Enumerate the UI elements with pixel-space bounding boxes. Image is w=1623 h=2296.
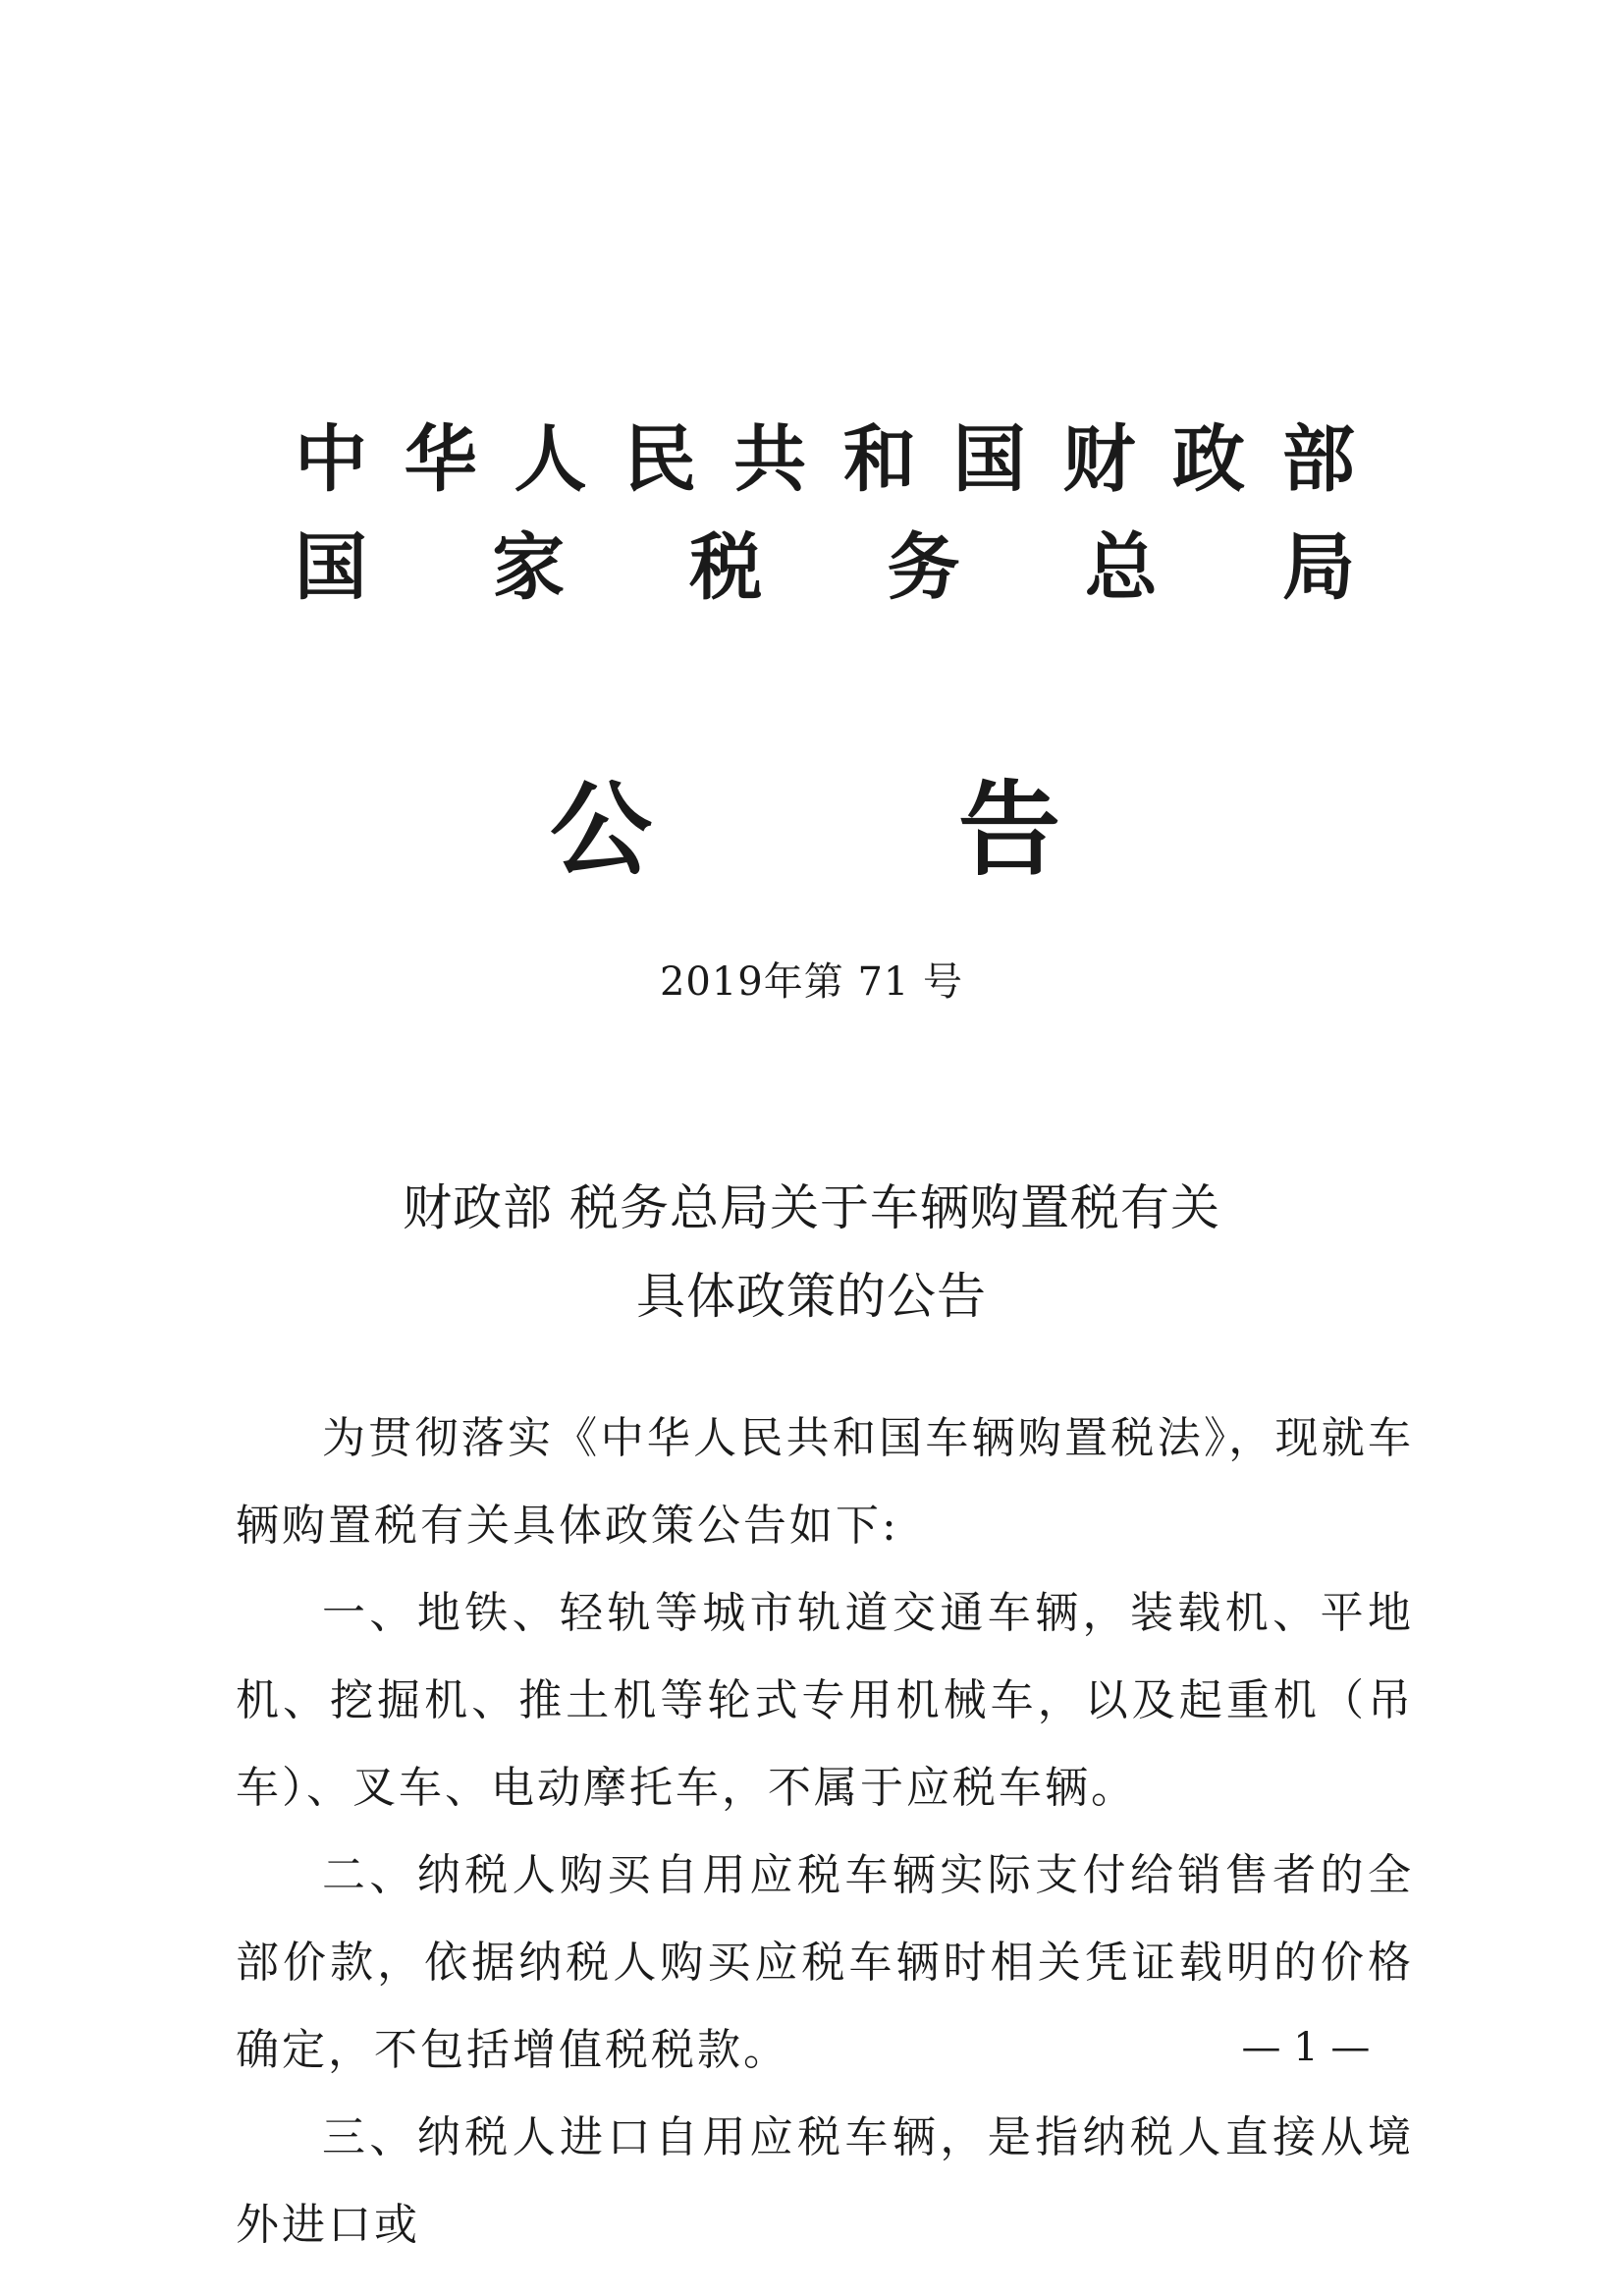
- body-paragraph-item-2: 二、纳税人购买自用应税车辆实际支付给销售者的全部价款，依据纳税人购买应税车辆时相关凭证载明的价格确定，不包括增值税税款。: [236, 1850, 1414, 2075]
- issuer-char: 务: [887, 525, 960, 610]
- issuer-char: 和: [842, 417, 916, 502]
- issuer-char: 中: [295, 417, 367, 502]
- page-number: — 1 —: [1241, 2025, 1371, 2070]
- issuer-char: 财: [1062, 417, 1136, 502]
- issuer-line-ministry-of-finance: [295, 410, 1355, 509]
- issuer-char: 家: [492, 525, 566, 610]
- document-number: 2019年第 71 号: [659, 959, 964, 1005]
- issuer-line-tax-administration: [295, 519, 1355, 617]
- issuer-char: 部: [1281, 417, 1355, 502]
- doc-type-char: 告: [957, 769, 1060, 890]
- issuer-char: 民: [623, 417, 697, 502]
- issuer-char: 政: [1172, 417, 1246, 502]
- issuer-char: 共: [733, 417, 807, 502]
- body-paragraph-item-1: 一、地铁、轻轨等城市轨道交通车辆，装载机、平地机、挖掘机、推土机等轮式专用机械车，以及起重机（吊车）、叉车、电动摩托车，不属于应税车辆。: [236, 1588, 1414, 1813]
- issuer-char: 人: [514, 417, 587, 502]
- document-type-heading: [550, 766, 1060, 894]
- issuer-char: 国: [295, 525, 367, 610]
- doc-type-char: 公: [550, 769, 653, 890]
- issuer-char: 局: [1281, 525, 1355, 610]
- issuer-char: 华: [404, 417, 477, 502]
- issuer-char: 税: [689, 525, 763, 610]
- body-paragraph-intro: 为贯彻落实《中华人民共和国车辆购置税法》，现就车辆购置税有关具体政策公告如下:: [236, 1413, 1414, 1551]
- document-title-line-2: 具体政策的公告: [636, 1268, 987, 1325]
- issuer-char: 国: [952, 417, 1026, 502]
- body-paragraph-item-3: 三、纳税人进口自用应税车辆，是指纳税人直接从境外进口或: [236, 2112, 1414, 2250]
- document-body: [236, 1394, 1414, 2269]
- document-title-line-1: 财政部 税务总局关于车辆购置税有关: [403, 1179, 1220, 1236]
- issuer-char: 总: [1084, 525, 1158, 610]
